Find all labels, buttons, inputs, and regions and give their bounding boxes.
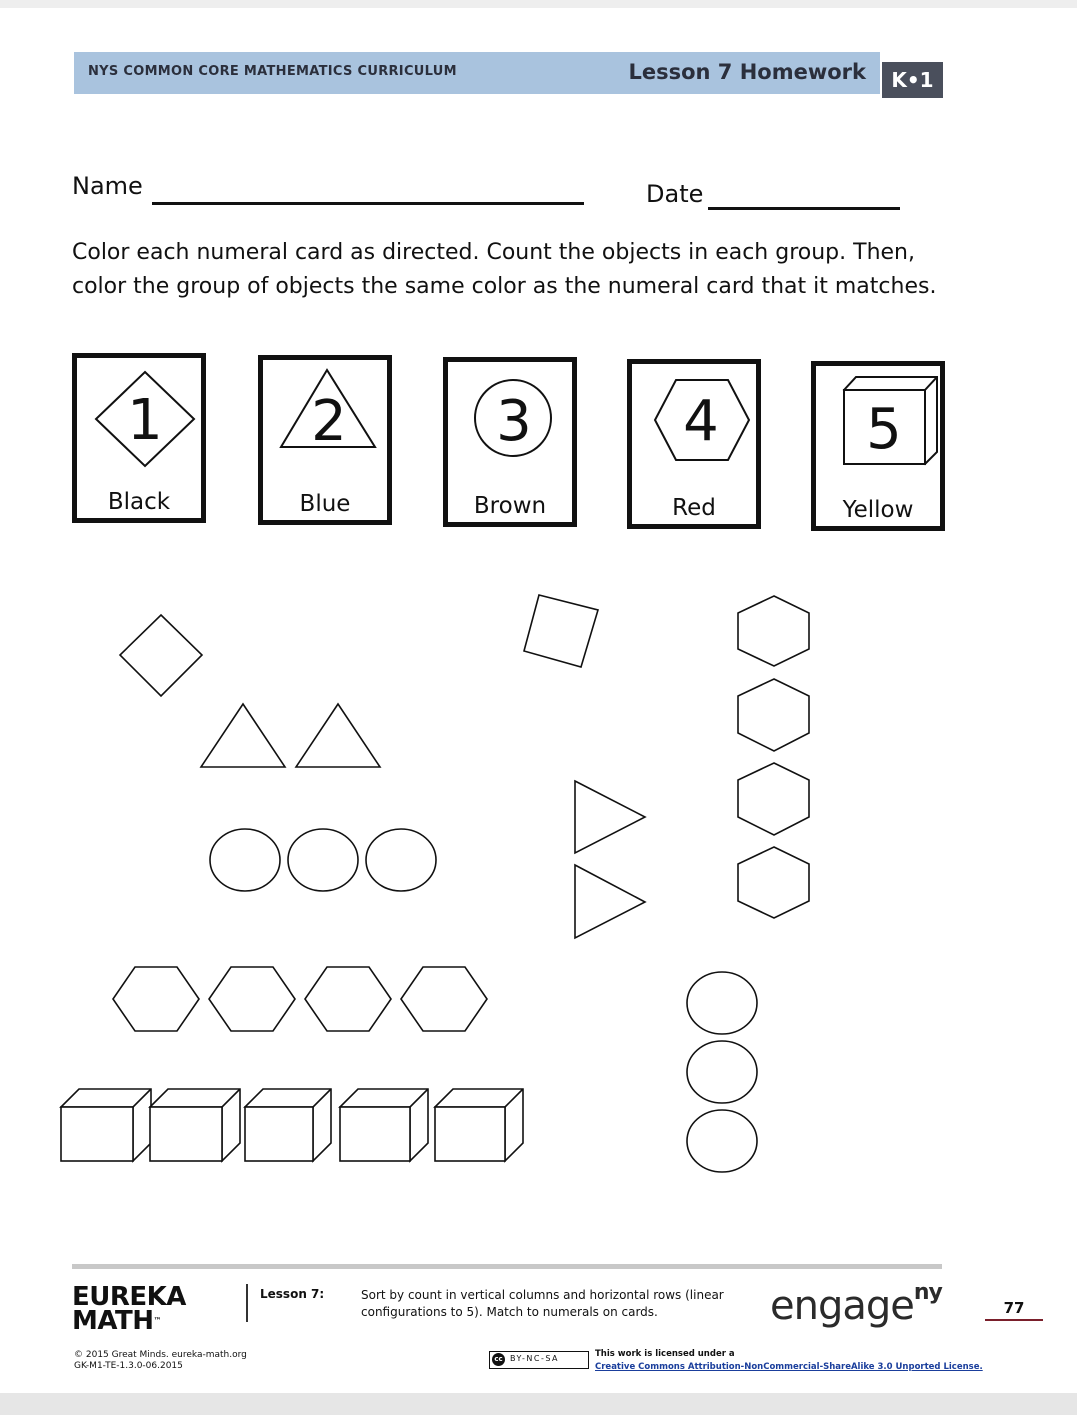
hexagon-group-column[interactable] (738, 596, 809, 918)
instructions: Color each numeral card as directed. Count the objects in each group. Then, color the group of objects the same color as the numeral card that it matches. (72, 240, 937, 299)
cube-shape (150, 1089, 240, 1161)
cube-shape (245, 1089, 331, 1161)
grade-module-badge: K•1 (882, 62, 943, 98)
triangle-group-row[interactable] (201, 704, 380, 767)
circle-shape (687, 1110, 757, 1172)
circle-shape (288, 829, 358, 891)
footer-lesson-description: Sort by count in vertical columns and horizontal rows (linear configurations to 5). Match to numerals on cards. (361, 1288, 724, 1319)
triangle-group-column[interactable] (575, 781, 645, 938)
cube-shape (340, 1089, 428, 1161)
footer-rule (72, 1264, 942, 1269)
hexagon-shape (738, 679, 809, 751)
hexagon-shape (401, 967, 487, 1031)
circle-group-row[interactable] (210, 829, 436, 891)
hexagon-shape (738, 847, 809, 918)
card-color-label: Red (672, 495, 716, 521)
circle-shape (687, 972, 757, 1034)
triangle-shape (296, 704, 380, 767)
card-color-label: Black (107, 489, 171, 515)
card-color-label: Blue (299, 491, 351, 517)
diamond-shape (120, 615, 202, 696)
diamond-group-1[interactable] (120, 615, 202, 696)
copyright: © 2015 Great Minds. eureka-math.org GK-M1-TE-1.3.0-06.2015 (74, 1350, 247, 1371)
triangle-shape (201, 704, 285, 767)
circle-shape (687, 1041, 757, 1103)
footer-divider (246, 1284, 248, 1322)
lesson-title: Lesson 7 Homework (628, 60, 866, 84)
creative-commons-badge: cc BY-NC-SA (489, 1351, 589, 1369)
cube-shape (61, 1089, 151, 1161)
card-color-label: Yellow (842, 497, 914, 523)
circle-shape (366, 829, 436, 891)
diamond-group-2[interactable] (524, 595, 598, 667)
hexagon-shape (305, 967, 391, 1031)
date-label: Date (646, 180, 704, 208)
circle-shape (210, 829, 280, 891)
cube-shape (435, 1089, 523, 1161)
eureka-math-logo: EUREKA MATH™ (72, 1282, 186, 1336)
hexagon-group-row[interactable] (113, 967, 487, 1031)
svg-text:5: 5 (866, 397, 902, 462)
page-bottom-edge (0, 1393, 1077, 1415)
svg-text:1: 1 (127, 388, 163, 453)
triangle-shape (575, 865, 645, 938)
license-text: This work is licensed under a (595, 1349, 735, 1359)
hexagon-shape (738, 763, 809, 835)
name-label: Name (72, 172, 143, 200)
footer-lesson-label: Lesson 7: (260, 1287, 325, 1301)
page-number: 77 (985, 1299, 1043, 1321)
hexagon-shape (738, 596, 809, 666)
svg-text:4: 4 (683, 389, 719, 454)
triangle-shape (575, 781, 645, 853)
engageny-logo: engage$^{ny}$ (770, 1279, 942, 1329)
card-color-label: Brown (473, 493, 547, 519)
curriculum-title: NYS COMMON CORE MATHEMATICS CURRICULUM (88, 64, 457, 79)
license-link[interactable]: Creative Commons Attribution-NonCommercial-ShareAlike 3.0 Unported License. (595, 1362, 983, 1372)
circle-group-column[interactable] (687, 972, 757, 1172)
cc-icon: cc (492, 1353, 505, 1366)
cube-group-row[interactable] (61, 1089, 523, 1161)
diamond-shape (524, 595, 598, 667)
hexagon-shape (113, 967, 199, 1031)
hexagon-shape (209, 967, 295, 1031)
svg-text:2: 2 (311, 389, 347, 454)
svg-text:3: 3 (496, 389, 532, 454)
